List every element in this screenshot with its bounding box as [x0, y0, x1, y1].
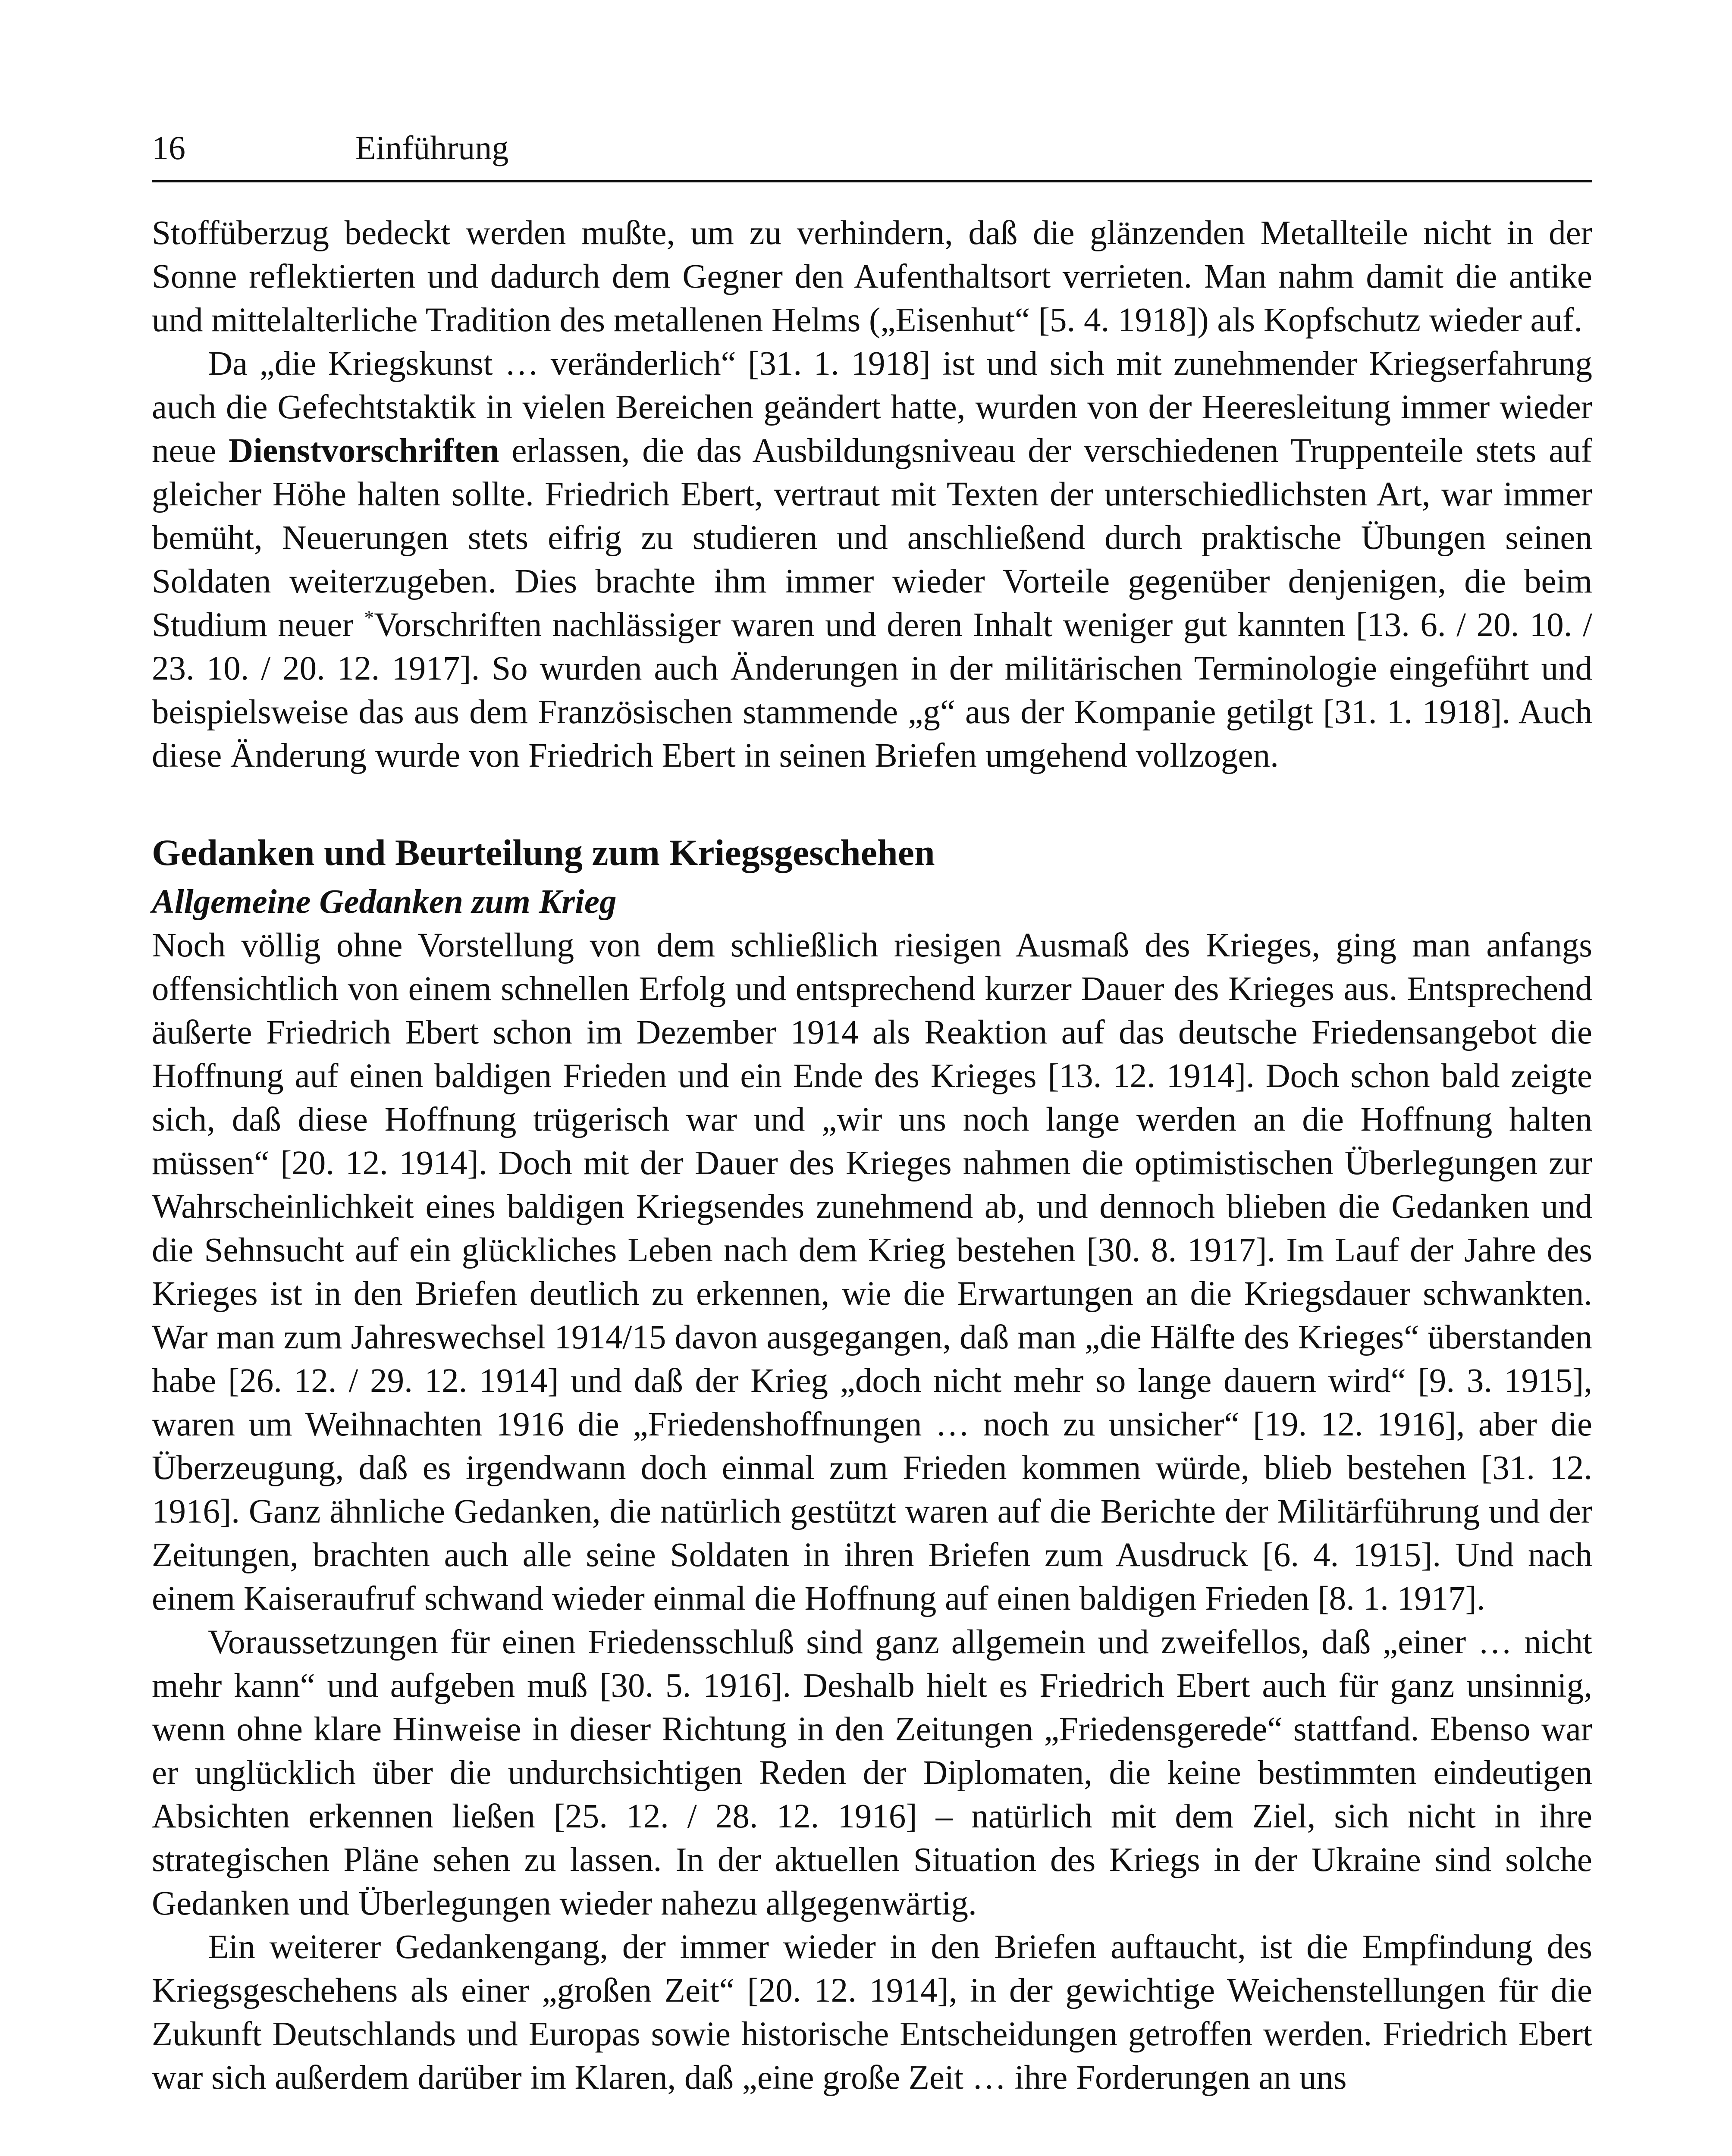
paragraph-text-part: Da „die Kriegskunst … veränderlich“ [31. 1. 1918] ist und sich mit zunehmender Kriegserfahrung auch die Gefechtstaktik in vielen Bereichen geändert hatte, wurden von der Heeresleitung immer wieder neue	[152, 345, 1592, 470]
running-title: Einführung	[355, 129, 509, 166]
paragraph-service-regulations	[152, 342, 1592, 777]
running-header	[152, 116, 1592, 182]
section-subheading: Allgemeine Gedanken zum Krieg	[152, 883, 617, 921]
glossary-marker: *	[364, 606, 374, 629]
book-page	[152, 0, 1592, 2156]
paragraph-text-part: erlassen, die das Ausbildungsniveau der verschiedenen Truppenteile stets auf gleicher Höhe halten sollte. Friedrich Ebert, vertraut mit Texten der unterschiedlichsten Art, war immer bemüht, Neuerungen stets eifrig zu studieren und anschließend durch praktische Übungen seinen Soldaten weiterzugeben. Dies brachte ihm immer wieder Vorteile gegenüber denjenigen, die beim Studium neuer	[152, 432, 1592, 644]
paragraph-peace-conditions: Voraussetzungen für einen Friedensschluß sind ganz allgemein und zweifellos, daß „einer … nicht mehr kann“ und aufgeben muß [30. 5. 1916]. Deshalb hielt es Friedrich Ebert auch für ganz unsinnig, wenn ohne klare Hinweise in dieser Richtung in den Zeitungen „Friedensgerede“ stattfand. Ebenso war er unglücklich über die undurchsichtigen Reden der Diplomaten, die keine bestimmten eindeutigen Absichten erkennen ließen [25. 12. / 28. 12. 1916] – natürlich mit dem Ziel, sich nicht in ihre strategischen Pläne sehen zu lassen. In der aktuellen Situation des Kriegs in der Ukraine sind solche Gedanken und Überlegungen wieder nahezu allgegenwärtig.	[152, 1623, 1592, 1922]
section-heading: Gedanken und Beurteilung zum Kriegsgeschehen	[152, 832, 935, 873]
paragraph-helmet-continuation: Stoffüberzug bedeckt werden mußte, um zu verhindern, daß die glänzenden Metallteile nicht in der Sonne reflektierten und dadurch dem Gegner den Aufenthaltsort verrieten. Man nahm damit die antike und mittelalterliche Tradition des metallenen Helms („Eisenhut“ [5. 4. 1918]) als Kopfschutz wieder auf.	[152, 214, 1592, 339]
bold-term: Dienstvorschriften	[228, 432, 499, 470]
page-body	[152, 211, 1592, 2100]
paragraph-war-duration: Noch völlig ohne Vorstellung von dem schließlich riesigen Ausmaß des Krieges, ging man anfangs offensichtlich von einem schnellen Erfolg und entsprechend kurzer Dauer des Krieges aus. Entsprechend äußerte Friedrich Ebert schon im Dezember 1914 als Reaktion auf das deutsche Friedensangebot die Hoffnung auf einen baldigen Frieden und ein Ende des Krieges [13. 12. 1914]. Doch schon bald zeigte sich, daß diese Hoffnung trügerisch war und „wir uns noch lange werden an die Hoffnung halten müssen“ [20. 12. 1914]. Doch mit der Dauer des Krieges nahmen die optimistischen Überlegungen zur Wahrscheinlichkeit eines baldigen Kriegsendes zunehmend ab, und dennoch blieben die Gedanken und die Sehnsucht auf ein glückliches Leben nach dem Krieg bestehen [30. 8. 1917]. Im Lauf der Jahre des Krieges ist in den Briefen deutlich zu erkennen, wie die Erwartungen an die Kriegsdauer schwankten. War man zum Jahreswechsel 1914/15 davon ausgegangen, daß man „die Hälfte des Krieges“ überstanden habe [26. 12. / 29. 12. 1914] und daß der Krieg „doch nicht mehr so lange dauern wird“ [9. 3. 1915], waren um Weihnachten 1916 die „Friedenshoffnungen … noch zu unsicher“ [19. 12. 1916], aber die Überzeugung, daß es irgendwann doch einmal zum Frieden kommen würde, blieb bestehen [31. 12. 1916]. Ganz ähnliche Gedanken, die natürlich gestützt waren auf die Berichte der Militärführung und der Zeitungen, brachten auch alle seine Soldaten in ihren Briefen zum Ausdruck [6. 4. 1915]. Und nach einem Kaiseraufruf schwand wieder einmal die Hoffnung auf einen baldigen Frieden [8. 1. 1917].	[152, 927, 1592, 1617]
paragraph-text-part: Vorschriften nachlässiger waren und deren Inhalt weniger gut kannten [13. 6. / 20. 10. / 23. 10. / 20. 12. 1917]. So wurden auch Änderungen in der militärischen Terminologie eingeführt und beispielsweise das aus dem Französischen stammende „g“ aus der Kompanie getilgt [31. 1. 1918]. Auch diese Änderung wurde von Friedrich Ebert in seinen Briefen umgehend vollzogen.	[152, 606, 1593, 774]
page-number: 16	[152, 129, 185, 166]
paragraph-great-time: Ein weiterer Gedankengang, der immer wieder in den Briefen auftaucht, ist die Empfindung des Kriegsgeschehens als einer „großen Zeit“ [20. 12. 1914], in der gewichtige Weichenstellungen für die Zukunft Deutschlands und Europas sowie historische Entscheidungen getroffen werden. Friedrich Ebert war sich außerdem darüber im Klaren, daß „eine große Zeit … ihre Forderungen an uns	[152, 1928, 1592, 2096]
